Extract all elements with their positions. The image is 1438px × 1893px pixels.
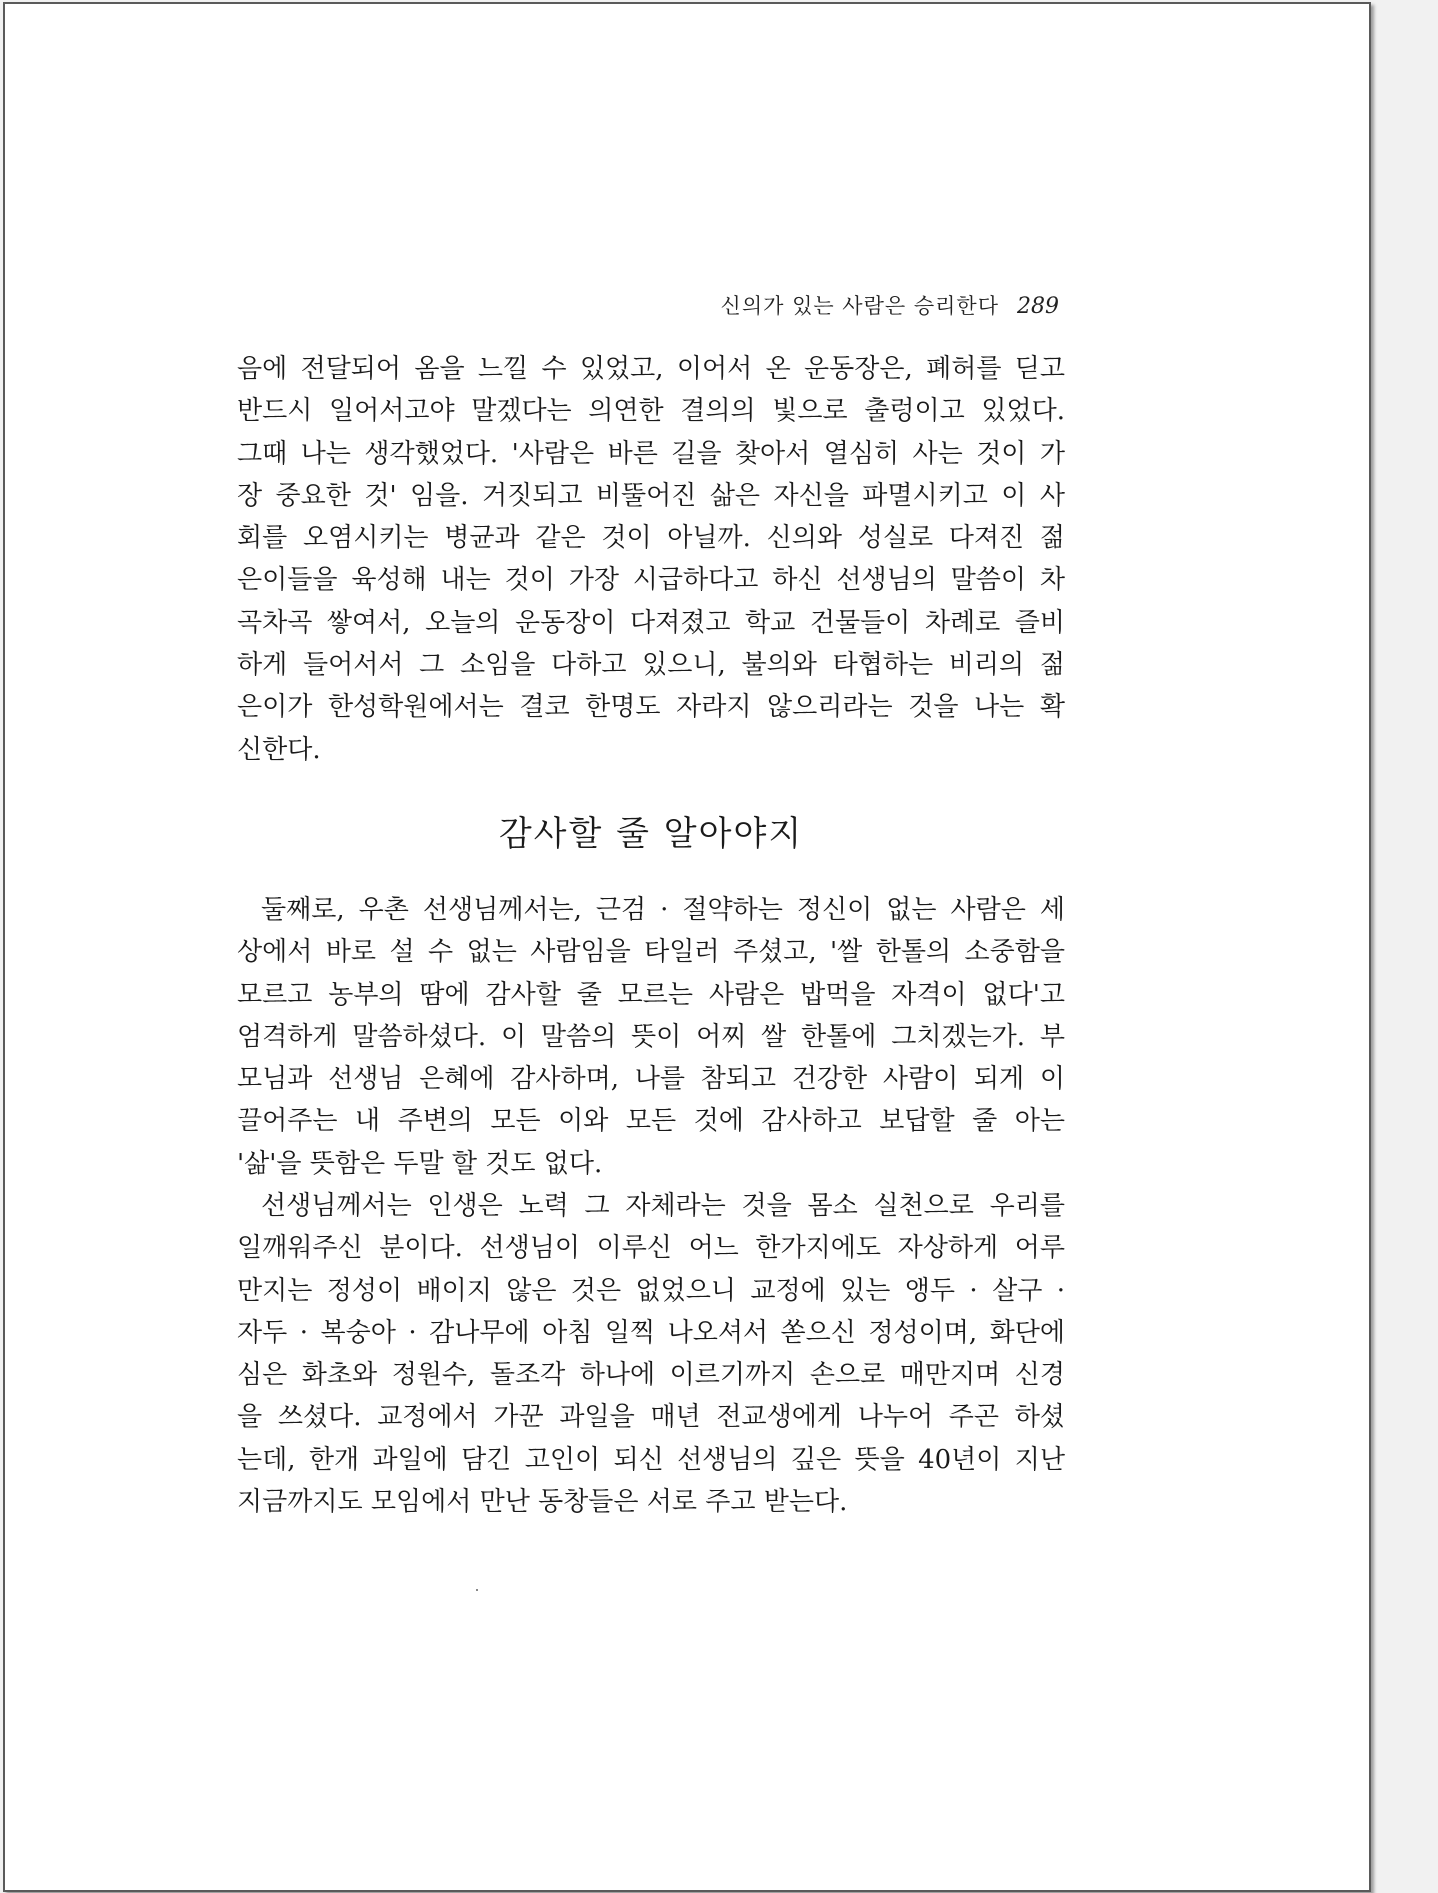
text-line: 모르고 농부의 땀에 감사할 줄 모르는 사람은 밥먹을 자격이 없다'고 xyxy=(237,979,1065,1010)
text-line: 엄격하게 말씀하셨다. 이 말씀의 뜻이 어찌 쌀 한톨에 그치겠는가. 부 xyxy=(237,1021,1065,1052)
text-line: 는데, 한개 과일에 담긴 고인이 되신 선생님의 깊은 뜻을 40년이 지난 xyxy=(237,1444,1065,1475)
text-line: 만지는 정성이 배이지 않은 것은 없었으니 교정에 있는 앵두 · 살구 · xyxy=(237,1275,1065,1306)
scan-speck xyxy=(476,1589,478,1591)
text-line: 반드시 일어서고야 말겠다는 의연한 결의의 빛으로 출렁이고 있었다. xyxy=(237,396,1065,427)
text-line: 신한다. xyxy=(237,734,321,765)
text-line: 둘째로, 우촌 선생님께서는, 근검 · 절약하는 정신이 없는 사람은 세 xyxy=(261,895,1065,925)
text-line: 일깨워주신 분이다. 선생님이 이루신 어느 한가지에도 자상하게 어루 xyxy=(237,1233,1065,1264)
text-line: 끌어주는 내 주변의 모든 이와 모든 것에 감사하고 보답할 줄 아는 xyxy=(237,1106,1065,1137)
text-line: '삶'을 뜻함은 두말 할 것도 없다. xyxy=(237,1148,603,1179)
text-line: 하게 들어서서 그 소임을 다하고 있으니, 불의와 타협하는 비리의 젊 xyxy=(237,650,1065,681)
text-line: 장 중요한 것' 임을. 거짓되고 비뚤어진 삶은 자신을 파멸시키고 이 사 xyxy=(237,480,1065,511)
text-line: 은이가 한성학원에서는 결코 한명도 자라지 않으리라는 것을 나는 확 xyxy=(237,692,1065,723)
paragraph-2 xyxy=(237,889,1065,1185)
text-line: 곡차곡 쌓여서, 오늘의 운동장이 다져졌고 학교 건물들이 차례로 즐비 xyxy=(237,607,1065,638)
text-line: 선생님께서는 인생은 노력 그 자체라는 것을 몸소 실천으로 우리를 xyxy=(261,1191,1065,1221)
section-title: 감사할 줄 알아야지 xyxy=(498,814,804,854)
text-line: 모님과 선생님 은혜에 감사하며, 나를 참되고 건강한 사람이 되게 이 xyxy=(237,1064,1065,1095)
paragraph-3 xyxy=(237,1185,1065,1523)
page-number: 289 xyxy=(1017,294,1059,319)
text-line: 은이들을 육성해 내는 것이 가장 시급하다고 하신 선생님의 말씀이 차 xyxy=(237,565,1065,596)
text-line: 을 쓰셨다. 교정에서 가꾼 과일을 매년 전교생에게 나누어 주곤 하셨 xyxy=(237,1402,1065,1433)
text-line: 지금까지도 모임에서 만난 동창들은 서로 주고 받는다. xyxy=(237,1487,848,1518)
running-header xyxy=(721,290,1059,320)
text-line: 그때 나는 생각했었다. '사람은 바른 길을 찾아서 열심히 사는 것이 가 xyxy=(237,438,1065,469)
text-line: 회를 오염시키는 병균과 같은 것이 아닐까. 신의와 성실로 다져진 젊 xyxy=(237,523,1065,554)
text-line: 자두 · 복숭아 · 감나무에 아침 일찍 나오셔서 쏟으신 정성이며, 화단에 xyxy=(237,1317,1065,1348)
paragraph-1 xyxy=(237,348,1065,771)
text-line: 심은 화초와 정원수, 돌조각 하나에 이르기까지 손으로 매만지며 신경 xyxy=(237,1360,1065,1391)
text-line: 음에 전달되어 옴을 느낄 수 있었고, 이어서 온 운동장은, 폐허를 딛고 xyxy=(237,354,1065,384)
document-page xyxy=(3,2,1371,1892)
running-title: 신의가 있는 사람은 승리한다 xyxy=(720,294,999,318)
text-line: 상에서 바로 설 수 없는 사람임을 타일러 주셨고, '쌀 한톨의 소중함을 xyxy=(237,937,1065,968)
